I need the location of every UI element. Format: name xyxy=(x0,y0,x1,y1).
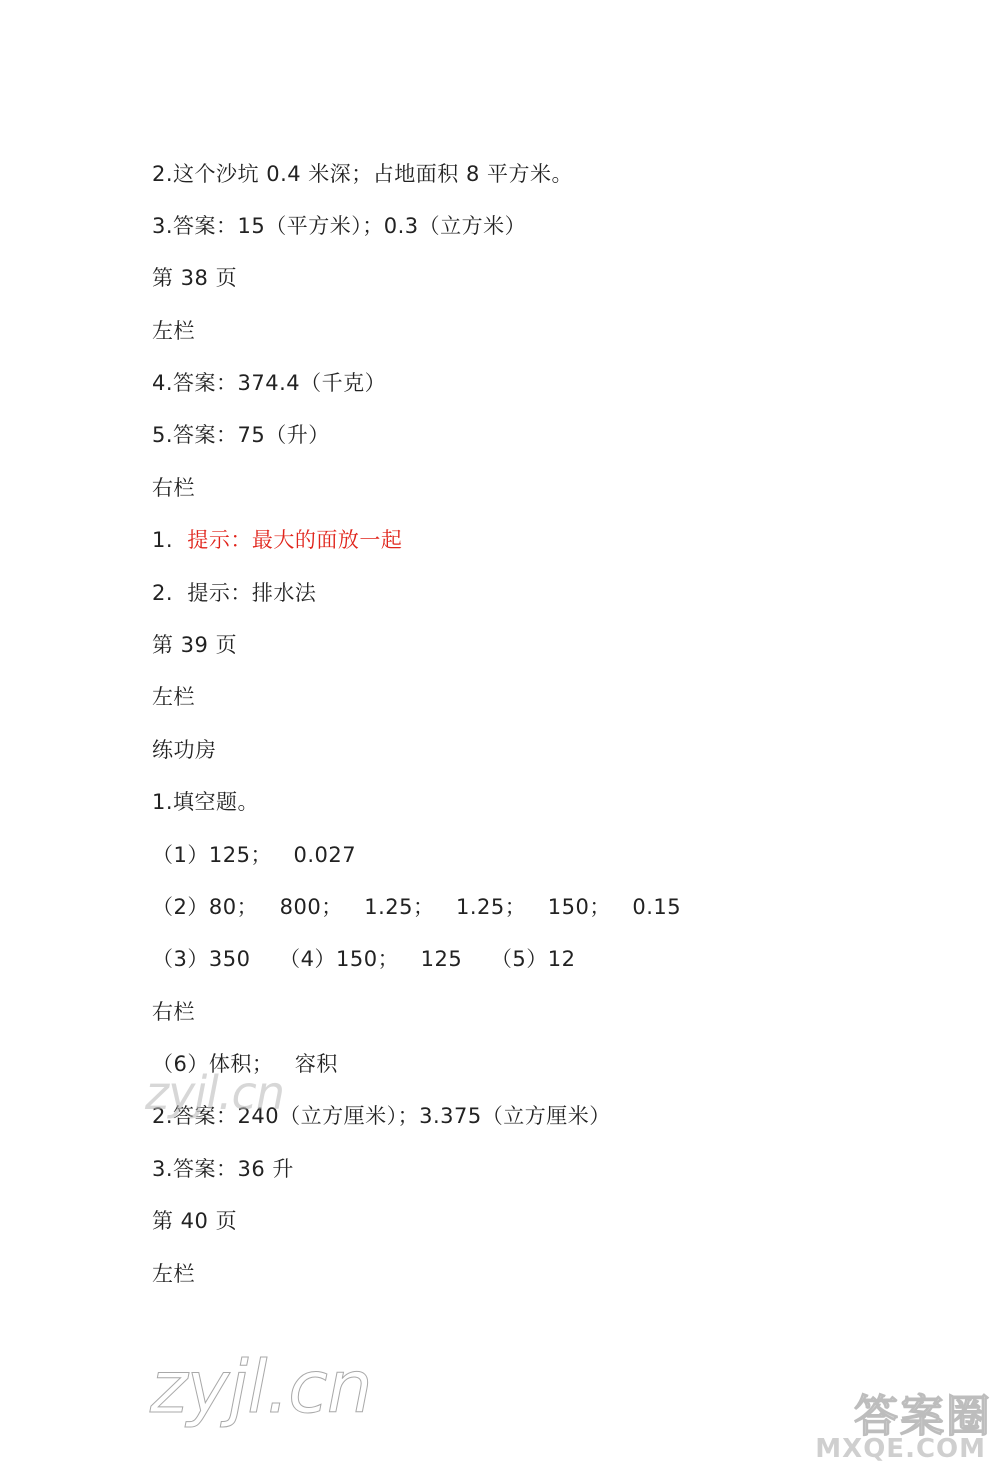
column-label-right: 右栏 xyxy=(152,476,195,500)
hint-red-text: 提示：最大的面放一起 xyxy=(187,528,403,552)
line-fill-1: （1）125； 0.027 xyxy=(152,843,357,867)
section-title-practice: 练功房 xyxy=(152,738,217,762)
page-heading-39: 第 39 页 xyxy=(152,633,238,657)
line-fill-2: （2）80； 800； 1.25； 1.25； 150； 0.15 xyxy=(152,895,682,919)
line-answer-5: 5.答案：75（升） xyxy=(152,423,330,447)
column-label-left: 左栏 xyxy=(152,685,195,709)
page-heading-38: 第 38 页 xyxy=(152,266,238,290)
column-label-right: 右栏 xyxy=(152,1000,195,1024)
column-label-left: 左栏 xyxy=(152,319,195,343)
logo-english-text: MXQE.COM xyxy=(815,1434,986,1464)
line-sandpit-depth: 2.这个沙坑 0.4 米深；占地面积 8 平方米。 xyxy=(152,162,573,186)
watermark-mid: zyjl.cn xyxy=(145,1066,284,1120)
site-logo xyxy=(817,1380,992,1468)
page-heading-40: 第 40 页 xyxy=(152,1209,238,1233)
watermark-bottom: zyjl.cn xyxy=(150,1345,372,1429)
line-fill-3-5: （3）350 （4）150； 125 （5）12 xyxy=(152,947,576,971)
line-answer-3: 3.答案：15（平方米）；0.3（立方米） xyxy=(152,214,527,238)
line-hint-1 xyxy=(152,527,402,553)
line-fill-blank-heading: 1.填空题。 xyxy=(152,790,260,814)
line-answer-4: 4.答案：374.4（千克） xyxy=(152,371,387,395)
logo-chinese-text: 答案圈 xyxy=(854,1391,992,1442)
column-label-left: 左栏 xyxy=(152,1262,195,1286)
hint-number: 1. xyxy=(152,528,188,552)
line-answer-3b: 3.答案：36 升 xyxy=(152,1157,294,1181)
line-answer-2: 2.答案：240（立方厘米）；3.375（立方厘米） xyxy=(152,1104,611,1128)
line-hint-2: 2. 提示：排水法 xyxy=(152,581,317,605)
line-fill-6: （6）体积； 容积 xyxy=(152,1052,338,1076)
